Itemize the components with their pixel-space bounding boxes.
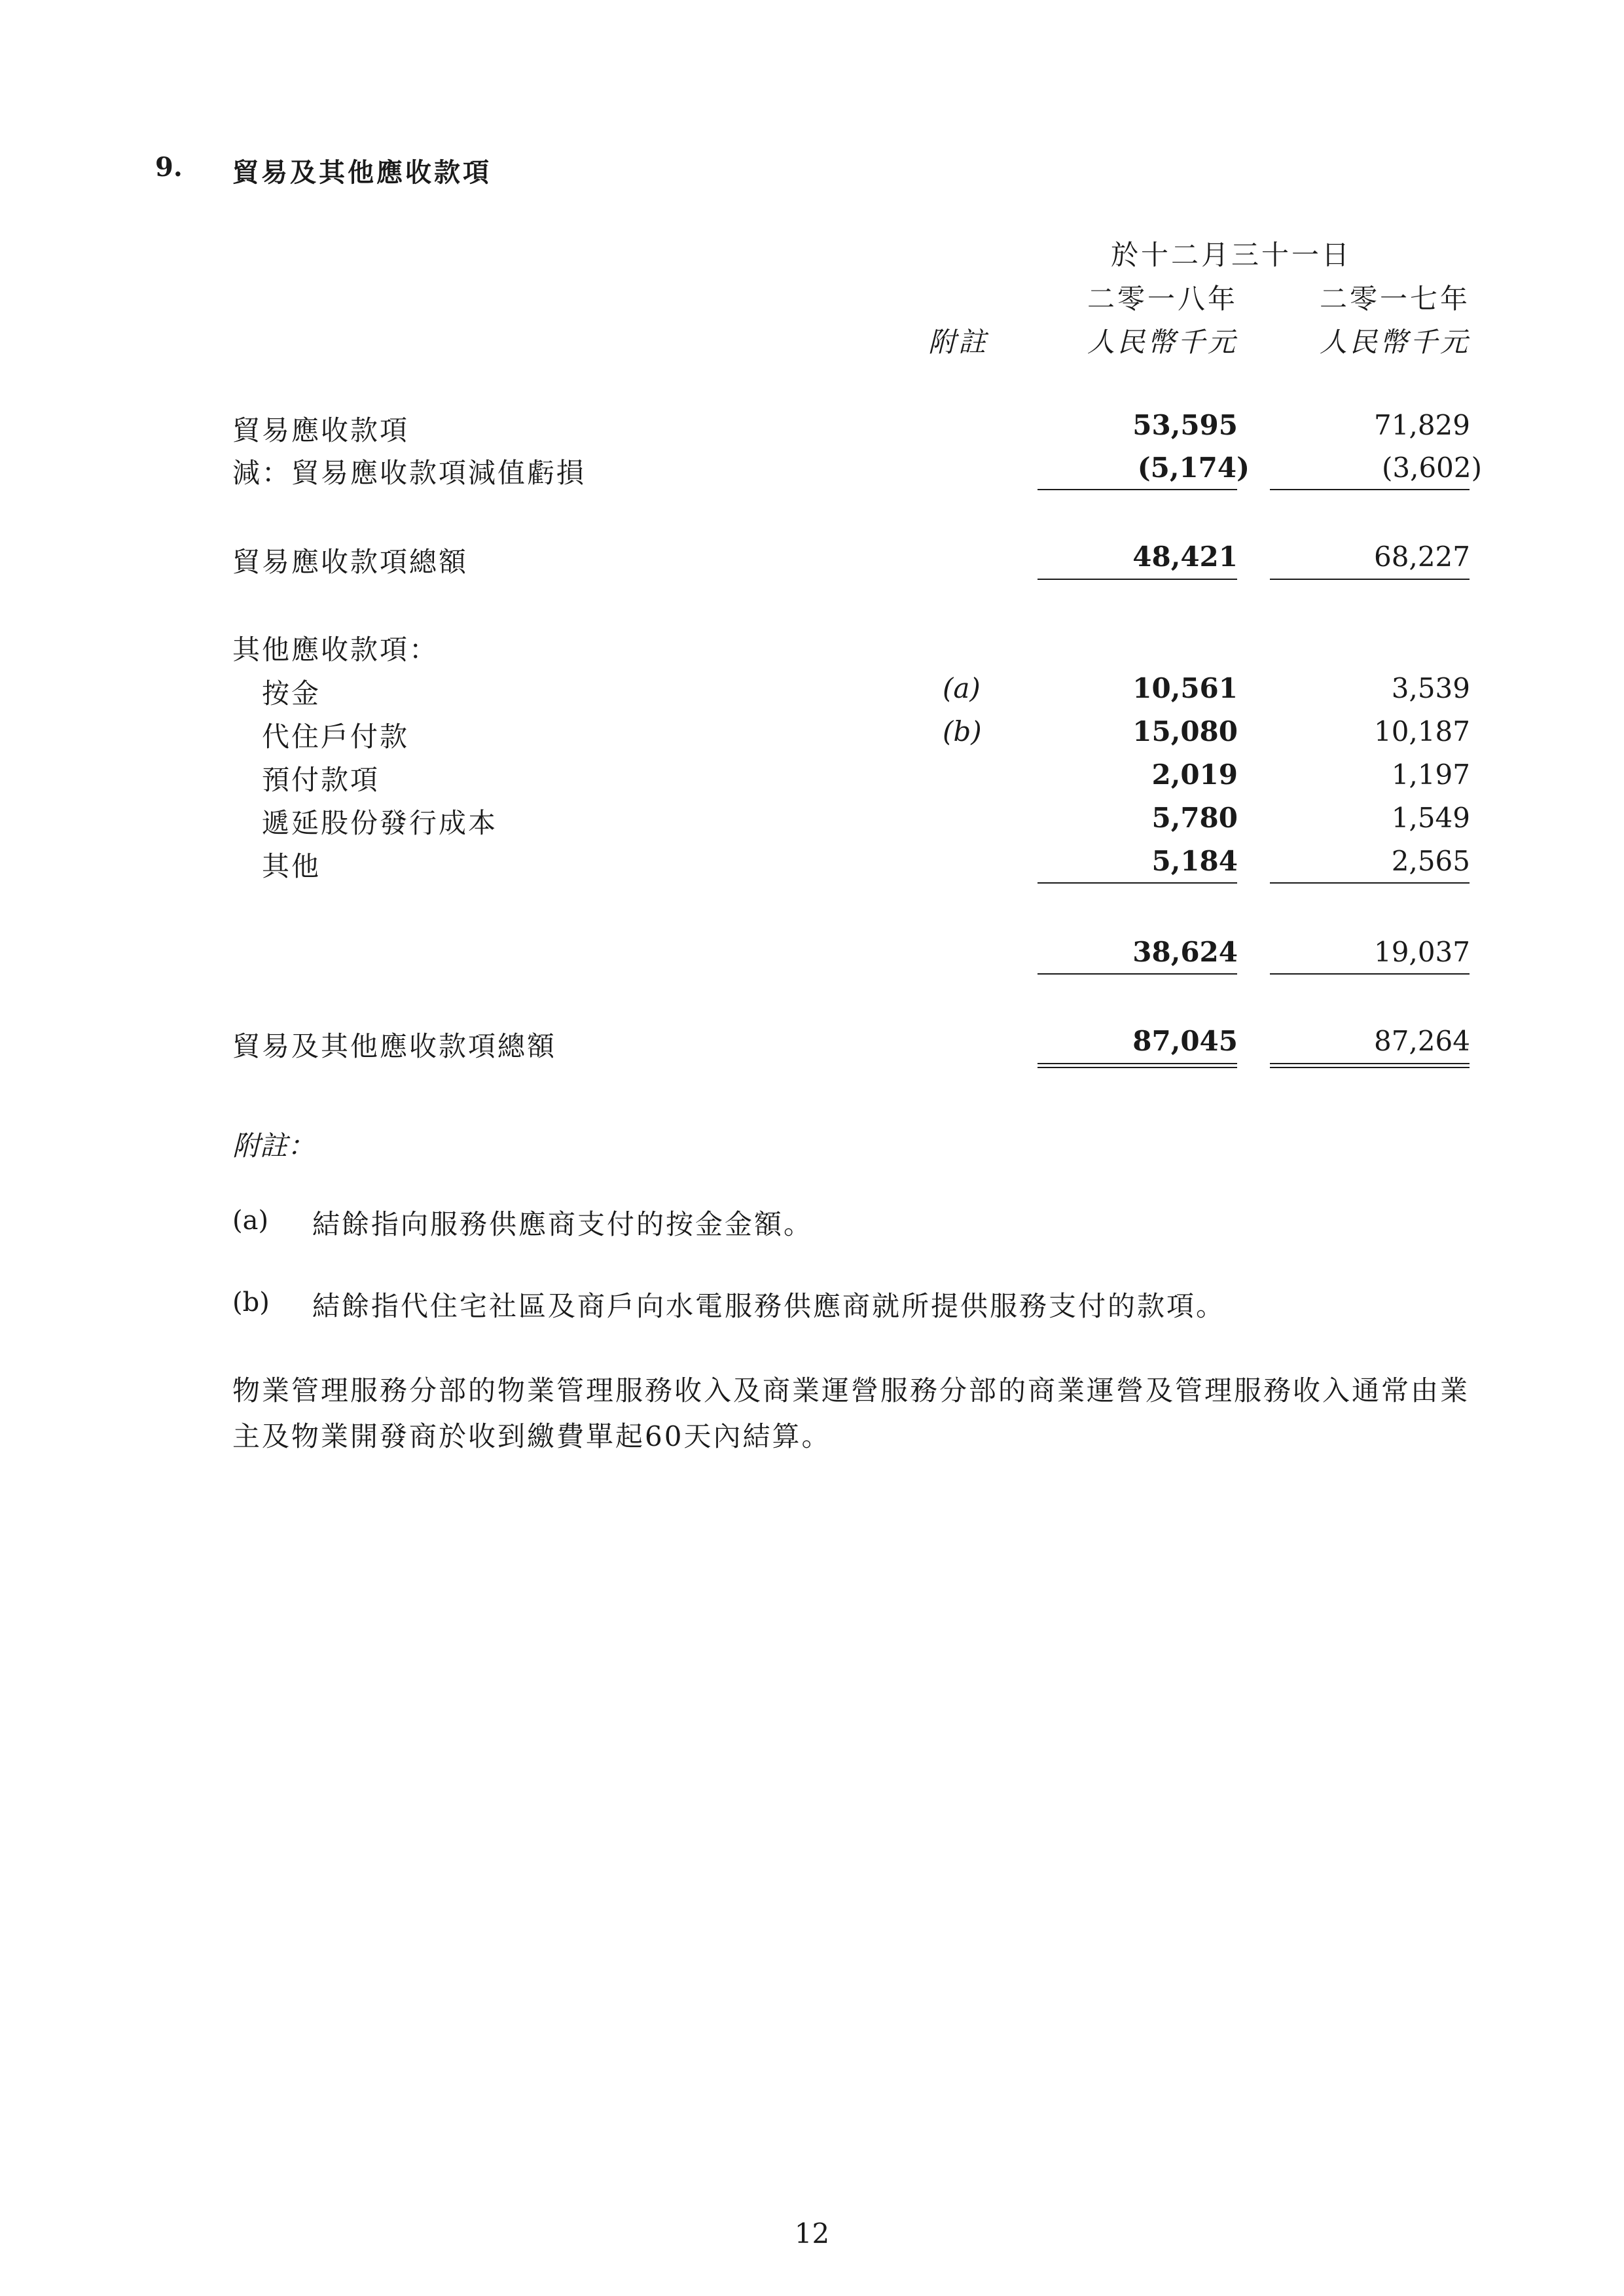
subtotal-rule <box>1038 973 1237 975</box>
row-value-2017: 1,197 <box>1391 759 1470 791</box>
row-value-2017: 87,264 <box>1374 1025 1470 1057</box>
header-note-label: 附註 <box>928 326 989 358</box>
row-value-2017: 10,187 <box>1374 715 1470 747</box>
row-label: 按金 <box>262 677 321 709</box>
row-label: 其他 <box>262 850 321 882</box>
header-year-2018: 二零一八年 <box>1087 283 1238 315</box>
row-value-2018: (5,174) <box>1137 452 1250 484</box>
row-label: 遞延股份發行成本 <box>262 807 498 839</box>
row-value-2017: 68,227 <box>1374 541 1470 573</box>
row-value-2018: 15,080 <box>1132 715 1238 747</box>
row-label: 貿易應收款項 <box>232 414 410 446</box>
subtotal-rule <box>1270 882 1470 884</box>
row-label: 代住戶付款 <box>262 721 410 753</box>
subtotal-rule <box>1270 579 1470 580</box>
note-key: (b) <box>232 1287 270 1318</box>
row-value-2018: 53,595 <box>1132 409 1238 441</box>
note-key: (a) <box>232 1206 269 1236</box>
row-value-2017: 19,037 <box>1374 936 1470 968</box>
row-value-2017: (3,602) <box>1381 452 1482 484</box>
row-value-2018: 38,624 <box>1132 936 1238 968</box>
settlement-paragraph: 物業管理服務分部的物業管理服務收入及商業運營服務分部的商業運營及管理服務收入通常由業主及物業開發商於收到繳費單起60天內結算。 <box>232 1374 1470 1452</box>
row-value-2018: 2,019 <box>1151 759 1238 791</box>
note-text: 結餘指向服務供應商支付的按金金額。 <box>312 1208 814 1240</box>
total-double-rule <box>1038 1063 1237 1068</box>
row-label: 其他應收款項： <box>232 634 439 666</box>
header-unit-2017: 人民幣千元 <box>1319 326 1470 358</box>
row-value-2018: 5,780 <box>1151 802 1238 834</box>
header-unit-2018: 人民幣千元 <box>1087 326 1238 358</box>
row-value-2017: 1,549 <box>1391 802 1470 834</box>
row-label: 貿易及其他應收款項總額 <box>232 1030 557 1062</box>
page-number: 12 <box>794 2217 830 2250</box>
header-period: 於十二月三十一日 <box>1111 239 1352 271</box>
section-title: 貿易及其他應收款項 <box>232 157 492 188</box>
row-value-2018: 5,184 <box>1151 845 1238 877</box>
row-value-2018: 87,045 <box>1132 1025 1238 1057</box>
row-value-2018: 48,421 <box>1132 541 1238 573</box>
row-note-ref: (a) <box>943 672 981 704</box>
total-double-rule <box>1270 1063 1470 1068</box>
row-label: 減：貿易應收款項減值虧損 <box>232 457 586 489</box>
note-text: 結餘指代住宅社區及商戶向水電服務供應商就所提供服務支付的款項。 <box>312 1290 1226 1322</box>
row-label: 貿易應收款項總額 <box>232 546 469 578</box>
subtotal-rule <box>1038 579 1237 580</box>
subtotal-rule <box>1038 882 1237 884</box>
subtotal-rule <box>1270 489 1470 490</box>
row-label: 預付款項 <box>262 764 380 796</box>
row-value-2017: 2,565 <box>1391 845 1470 877</box>
row-value-2017: 71,829 <box>1374 409 1470 441</box>
header-year-2017: 二零一七年 <box>1319 283 1470 315</box>
subtotal-rule <box>1270 973 1470 975</box>
subtotal-rule <box>1038 489 1237 490</box>
row-value-2017: 3,539 <box>1391 672 1470 704</box>
row-value-2018: 10,561 <box>1132 672 1238 704</box>
notes-heading: 附註： <box>232 1130 316 1162</box>
row-note-ref: (b) <box>943 715 982 747</box>
section-number: 9. <box>155 152 183 183</box>
